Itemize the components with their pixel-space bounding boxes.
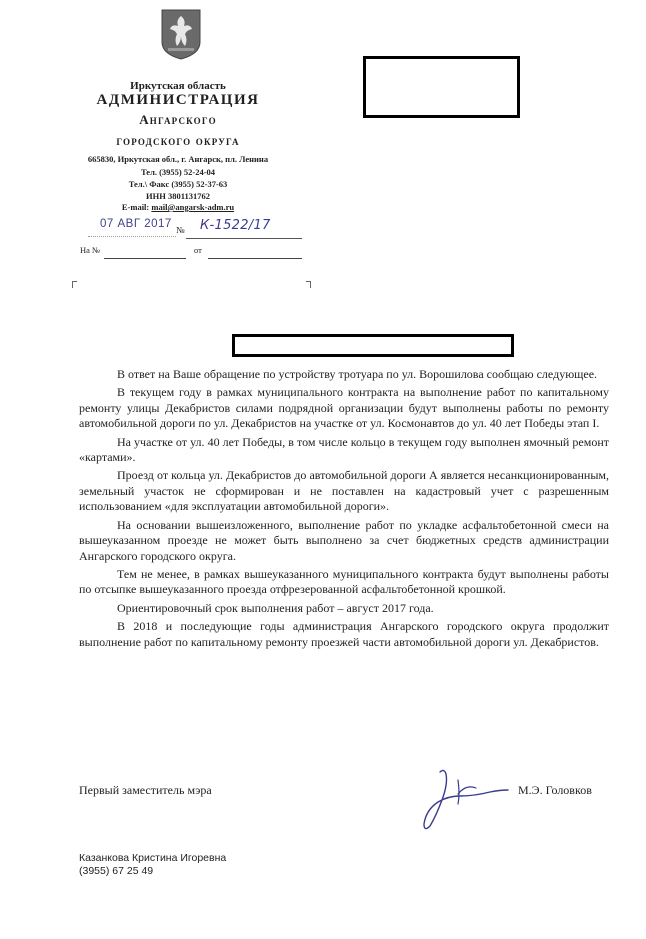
redacted-recipient-box: [363, 56, 520, 118]
reference-number-blank: [104, 258, 186, 259]
reference-number-label: На №: [80, 245, 101, 255]
telephone: Тел. (3955) 52-24-04: [140, 167, 216, 177]
handwritten-signature: [418, 760, 518, 830]
email-line: [60, 202, 296, 212]
body-paragraph: В 2018 и последующие годы администрация Ангарского городского округа продолжит выполнение работ по капитальному ремонту проезжей части автомобильной дороги ул. Декабристов.: [79, 619, 609, 649]
region-name: Иркутская область: [130, 80, 226, 92]
registration-date-stamp: 07 АВГ 2017: [100, 218, 172, 230]
district-name-line2: городского округа: [116, 133, 240, 148]
address: 665830, Иркутская обл., г. Ангарск, пл. Ленина: [87, 154, 269, 164]
body-paragraph: Проезд от кольца ул. Декабристов до автомобильной дороги А является несанкционированным, земельный участок не сформирован и не поставлен на кадастровый учет с разрешенным использованием «для эксплуатации автомобильной дороги».: [79, 468, 609, 514]
email-link[interactable]: mail@angarsk-adm.ru: [151, 202, 235, 212]
number-sign: №: [176, 225, 185, 235]
fax: Тел.\ Факс (3955) 52-37-63: [128, 179, 228, 189]
address-corner-mark-right: [306, 281, 311, 288]
number-underline: [186, 238, 302, 239]
body-paragraph: Тем не менее, в рамках вышеуказанного муниципального контракта будут выполнены работы по отсыпке вышеуказанного проезда отфрезерованной асфальтобетонной крошкой.: [79, 566, 609, 597]
inn: ИНН 3801131762: [146, 191, 210, 201]
body-paragraph: На основании вышеизложенного, выполнение работ по укладке асфальтобетонной смеси на вышеуказанном проезде не может быть выполнено за счет бюджетных средств администрации Ангарского городского округа.: [79, 517, 609, 563]
executor-name: Казанкова Кристина Игоревна: [79, 852, 227, 864]
signer-position: Первый заместитель мэра: [79, 783, 212, 797]
redacted-addressee-box: [232, 334, 514, 357]
body-paragraph: В ответ на Ваше обращение по устройству тротуара по ул. Ворошилова сообщаю следующее.: [117, 367, 598, 381]
coat-of-arms-emblem: [160, 8, 202, 60]
date-underline: [88, 236, 176, 237]
body-paragraph: На участке от ул. 40 лет Победы, в том числе кольцо в текущем году выполнен ямочный ремонт «картами».: [79, 434, 609, 465]
letter-body: [79, 367, 609, 653]
handwritten-registration-number: К-1522/17: [200, 218, 271, 233]
email-label: E-mail:: [121, 202, 150, 212]
signer-name: М.Э. Головков: [518, 783, 592, 797]
executor-phone: (3955) 67 25 49: [79, 865, 154, 877]
reference-date-blank: [208, 258, 302, 259]
district-name-line1: Ангарского: [139, 112, 217, 127]
executor-info: [79, 852, 226, 878]
body-paragraph: В текущем году в рамках муниципального контракта на выполнение работ по капитальному ремонту улицы Декабристов силами подрядной организации будут выполнены работы по ремонту автомобильной дороги по ул. Декабристов на участке от ул. Космонавтов до ул. 40 лет Победы этап I.: [79, 385, 609, 431]
body-paragraph: Ориентировочный срок выполнения работ – август 2017 года.: [117, 600, 434, 615]
address-corner-mark-left: [72, 281, 77, 288]
administration-title: АДМИНИСТРАЦИЯ: [96, 92, 260, 108]
reference-date-label: от: [194, 245, 202, 255]
